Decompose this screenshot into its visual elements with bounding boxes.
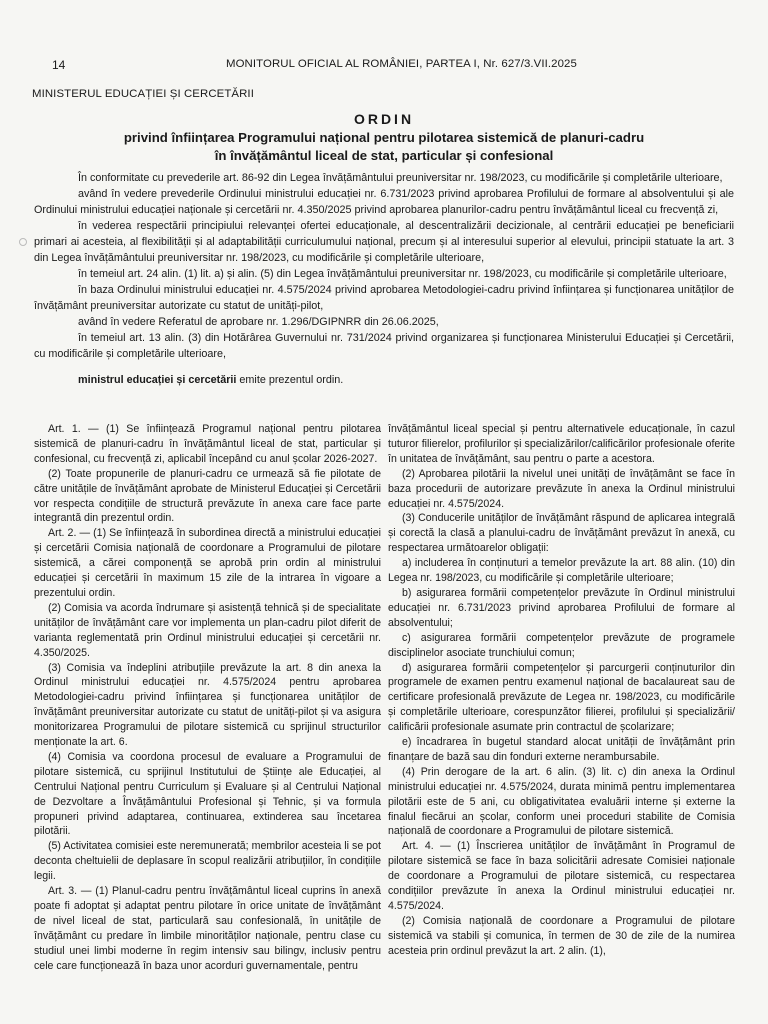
article-paragraph: b) asigurarea formării competențelor prevăzute în Ordinul ministrului educației nr. 6.731/2023 privind aprobarea Profilului de formare al absolventului; [388, 586, 735, 629]
left-column [34, 422, 381, 974]
article-paragraph: (2) Comisia națională de coordonare a Programului de pilotare sistemică va stabili și comunica, în termen de 30 de zile de la numirea acesteia prin ordinul prevăzut la art. 2 alin. (1), [388, 914, 735, 957]
article-paragraph: Art. 4. — (1) Înscrierea unităților de învățământ în Programul de pilotare sistemică se face în baza solicitării adresate Comisiei naționale de coordonare a Programului de pilotare sistemică, cu respectarea condițiilor prevăzute în anexa la Ordinul ministrului educației nr. 4.575/2024. [388, 840, 735, 912]
subject-line: în învățământul liceal de stat, particular și confesional [214, 148, 554, 163]
article-paragraph: a) includerea în conținuturi a temelor prevăzute la art. 88 alin. (10) din Legea nr. 198/2023, cu modificările și completările ulterioare; [388, 557, 735, 585]
preamble-paragraph: În conformitate cu prevederile art. 86-92 din Legea învățământului preuniversitar nr. 198/2023, cu modificările și completările ulterioare, [78, 172, 723, 184]
preamble [34, 170, 734, 388]
preamble-paragraph: în baza Ordinului ministrului educației nr. 4.575/2024 privind aprobarea Metodologiei-cadru privind înființarea și funcționarea unităților de învățământ preuniversitar autorizate cu statut de unități-pilot, [34, 284, 734, 312]
article-paragraph: d) asigurarea formării competențelor și parcurgerii conținuturilor din programele de examen pentru examenul național de bacalaureat sau de certificare profesională prevăzute de Legea nr. 198/2023, cu modificările și completările ulterioare, corespunzător filierei, profilului și specializării/ calificării profesionale asumate prin contractul de școlarizare; [388, 661, 735, 734]
article-paragraph: c) asigurarea formării competențelor prevăzute de programele disciplinelor asociate trunchiului comun; [388, 631, 735, 659]
article-paragraph: (4) Comisia va coordona procesul de evaluare a Programului de pilotare sistemică, cu sprijinul Institutului de Științe ale Educației, al Centrului Național pentru Curriculum și Evaluare și al Centrului Național de Dezvoltare a Învățământului Profesional și Tehnic, și va formula propuneri privind adaptarea, continuarea, extinderea sau încetarea pilotării. [34, 750, 381, 838]
article-paragraph: (2) Aprobarea pilotării la nivelul unei unități de învățământ se face în baza procedurii de autorizare prevăzute în anexa la Ordinul ministrului educației nr. 4.575/2024. [388, 467, 735, 510]
preamble-paragraph: în temeiul art. 24 alin. (1) lit. a) și alin. (5) din Legea învățământului preuniversitar nr. 198/2023, cu modificările și completările ulterioare, [78, 268, 727, 280]
article-paragraph: Art. 3. — (1) Planul-cadru pentru învățământul liceal cuprins în anexă poate fi adoptat și adaptat pentru pilotare în orice unitate de învățământ de nivel liceal de stat, particulară sau confesională, în unitățile de învățământ cu predare în limbile minorităților naționale, pentru clase cu studiul unei limbi moderne în regim intensiv sau bilingv, inclusiv pentru cele care funcționează în baza unor acorduri guvernamentale, pentru [34, 885, 381, 972]
article-paragraph: (2) Comisia va acorda îndrumare și asistență tehnică și de specialitate unităților de învățământ care vor implementa un plan-cadru pilot diferit de varianta reglementată prin Ordinul ministrului educației și cercetării nr. 4.350/2025. [34, 601, 381, 659]
article-paragraph: (2) Toate propunerile de planuri-cadru ce urmează să fie pilotate de către unitățile de învățământ aprobate de Ministerul Educației și Cercetării vor respecta condițiile de structură prevăzute în anexa care face parte integrantă din prezentul ordin. [34, 467, 381, 525]
right-column [388, 422, 735, 959]
article-continuation: învățământul liceal special și pentru alternativele educaționale, în cazul tuturor filierelor, profilurilor și specializărilor/calificărilor profesionale oferite în unitatea de învățământ, sau pentru o parte a acestora. [388, 423, 735, 465]
enactment-authority: ministrul educației și cercetării [78, 374, 237, 386]
preamble-paragraph: având în vedere Referatul de aprobare nr. 1.296/DGIPNRR din 26.06.2025, [78, 316, 439, 328]
preamble-paragraph: în temeiul art. 13 alin. (3) din Hotărârea Guvernului nr. 731/2024 privind organizarea și funcționarea Ministerului Educației și Cercetării, cu modificările și completările ulterioare, [34, 332, 734, 360]
article-paragraph: (3) Comisia va îndeplini atribuțiile prevăzute la art. 8 din anexa la Ordinul ministrului educației nr. 4.575/2024 pentru aprobarea Metodologiei-cadru privind înființarea și funcționarea unităților de învățământ preuniversitar autorizate cu statut de unități-pilot și va asigura monitorizarea Programului de pilotare sistemică cu sprijinul structurilor menționate la art. 6. [34, 661, 381, 749]
article-paragraph: (3) Conducerile unităților de învățământ răspund de aplicarea integrală și corectă la clasă a planului-cadru de învățământ prevăzut în anexă, cu respectarea următoarelor obligații: [388, 512, 735, 555]
hole-punch-mark [19, 238, 27, 246]
enactment-clause [34, 372, 734, 388]
article-paragraph: Art. 2. — (1) Se înființează în subordinea directă a ministrului educației și cercetării Comisia națională de coordonare a Programului de pilotare sistemică, a cărei componență se aprobă prin ordin al ministrului educației și cercetării în maximum 15 zile de la intrarea în vigoare a prezentului ordin. [34, 527, 381, 599]
preamble-paragraph: având în vedere prevederile Ordinului ministrului educației nr. 6.731/2023 privind aprobarea Profilului de formare al absolventului și ale Ordinului ministrului educației naționale și cercetării nr. 4.350/2025 privind aprobarea planurilor-cadru pentru învățământul liceal cu frecvență zi, [34, 188, 734, 216]
preamble-paragraph: în vederea respectării principiului relevanței ofertei educaționale, al descentralizării decizionale, al centrării educației pe beneficiarii primari ai acesteia, al flexibilității și al adaptabilității curriculumului național, precum și al interesului superior al elevului, principii statuate la art. 3 din Legea învățământului preuniversitar nr. 198/2023, cu modificările și completările ulterioare, [34, 220, 734, 264]
page-number: 14 [52, 58, 66, 72]
issuer-name: MINISTERUL EDUCAȚIEI ȘI CERCETĂRII [32, 88, 254, 100]
publication-header: MONITORUL OFICIAL AL ROMÂNIEI, PARTEA I, Nr. 627/3.VII.2025 [226, 58, 577, 70]
enactment-text: emite prezentul ordin. [236, 374, 344, 386]
document-subject [40, 129, 728, 165]
document-title: ORDIN [353, 111, 415, 127]
article-paragraph: (5) Activitatea comisiei este neremunerată; membrilor acesteia li se pot deconta cheltuielii de deplasare în scopul realizării atribuțiilor, în condițiile legii. [34, 840, 381, 883]
article-paragraph: Art. 1. — (1) Se înființează Programul național pentru pilotarea sistemică de planuri-cadru în învățământul liceal de stat, particular și confesional, cu frecvență zi, aplicabil începând cu anul școlar 2026-2027. [34, 423, 381, 465]
article-paragraph: (4) Prin derogare de la art. 6 alin. (3) lit. c) din anexa la Ordinul ministrului educației nr. 4.575/2024, durata minimă pentru implementarea pilotării este de 5 ani, cu obligativitatea evaluării interne și externe la finalul fiecărui an școlar, conform unei proceduri stabilite de Comisia națională de coordonare a Programului de pilotare sistemică. [388, 765, 735, 838]
subject-line: privind înființarea Programului național pentru pilotarea sistemică de planuri-cadru [123, 130, 645, 145]
article-paragraph: e) încadrarea în bugetul standard alocat unității de învățământ prin finanțare de bază sau din fonduri externe nerambursabile. [388, 736, 735, 763]
